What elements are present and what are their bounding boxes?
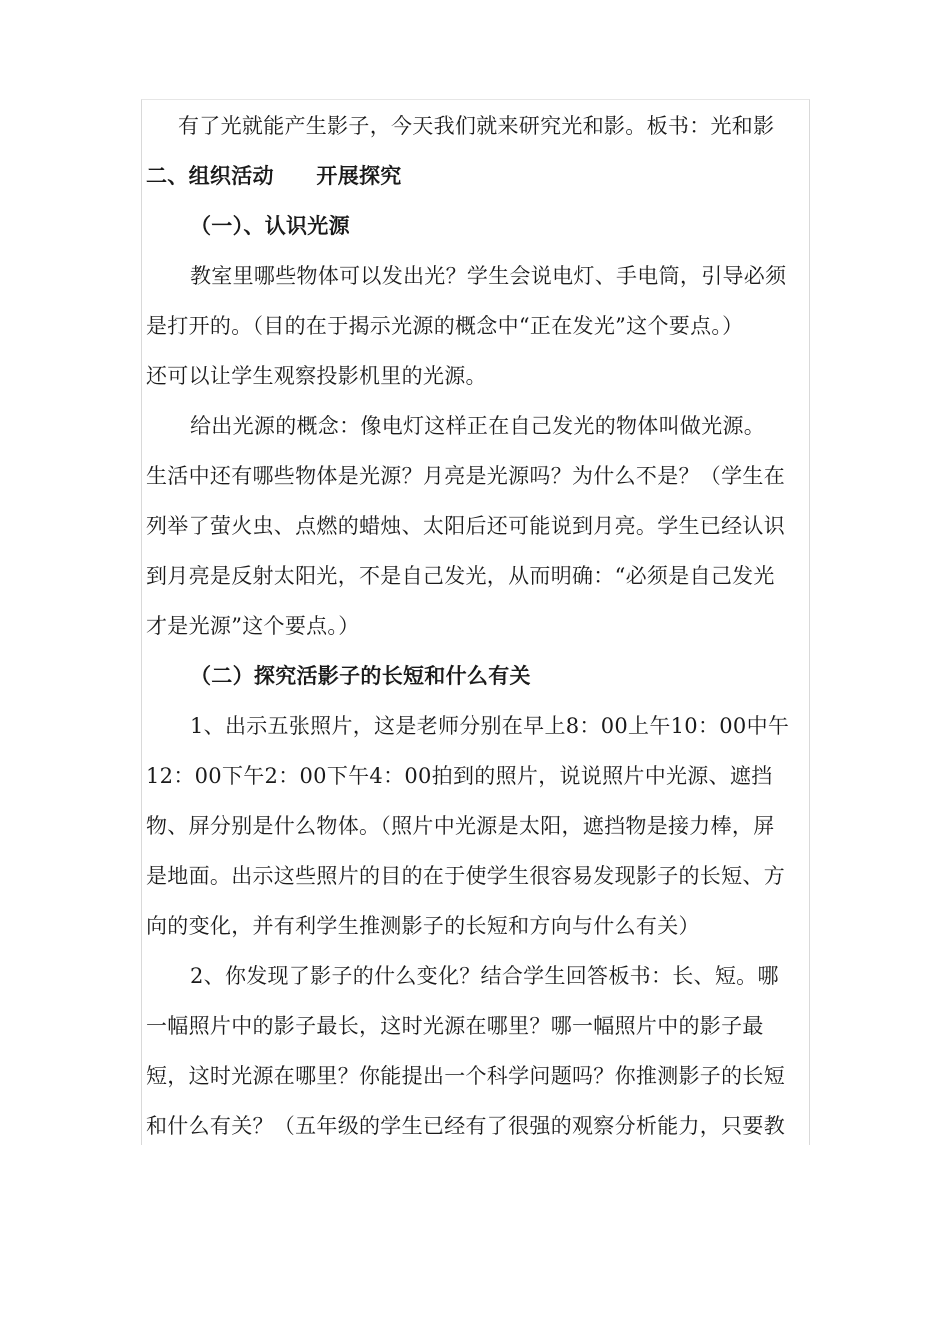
paragraph-line: 是地面。出示这些照片的目的在于使学生很容易发现影子的长短、方: [146, 864, 785, 888]
paragraph-line: 还可以让学生观察投影机里的光源。: [146, 364, 487, 388]
paragraph-line: 生活中还有哪些物体是光源？月亮是光源吗？为什么不是？（学生在: [146, 464, 785, 488]
paragraph-line: 到月亮是反射太阳光，不是自己发光，从而明确：“必须是自己发光: [146, 564, 775, 588]
paragraph-line: 是打开的。（目的在于揭示光源的概念中“正在发光”这个要点。）: [146, 314, 744, 338]
subsection-heading-1: （一）、认识光源: [190, 213, 350, 238]
paragraph-line: 一幅照片中的影子最长，这时光源在哪里？哪一幅照片中的影子最: [146, 1014, 764, 1038]
paragraph-line: 和什么有关？（五年级的学生已经有了很强的观察分析能力，只要教: [146, 1114, 785, 1138]
paragraph-line: 才是光源”这个要点。）: [146, 614, 360, 638]
paragraph-line: 12：00下午2：00下午4：00拍到的照片，说说照片中光源、遮挡: [146, 764, 773, 788]
paragraph-line: 教室里哪些物体可以发出光？学生会说电灯、手电筒，引导必须: [190, 264, 787, 288]
document-body: [146, 101, 810, 1151]
paragraph-line: 2、你发现了影子的什么变化？结合学生回答板书：长、短。哪: [190, 964, 779, 988]
paragraph-line: 短，这时光源在哪里？你能提出一个科学问题吗？你推测影子的长短: [146, 1064, 785, 1088]
section-heading-2: 二、组织活动 开展探究: [146, 163, 402, 188]
paragraph-line: 向的变化，并有利学生推测影子的长短和方向与什么有关）: [146, 914, 700, 938]
paragraph-line: 给出光源的概念：像电灯这样正在自己发光的物体叫做光源。: [190, 414, 766, 438]
paragraph-line: 1、出示五张照片，这是老师分别在早上8：00上午10：00中午: [190, 714, 790, 738]
subsection-heading-2: （二）探究活影子的长短和什么有关: [190, 663, 531, 688]
paragraph-line: 列举了萤火虫、点燃的蜡烛、太阳后还可能说到月亮。学生已经认识: [146, 514, 785, 538]
paragraph-line: 物、屏分别是什么物体。（照片中光源是太阳，遮挡物是接力棒，屏: [146, 814, 775, 838]
intro-paragraph-line: 有了光就能产生影子，今天我们就来研究光和影。板书：光和影: [178, 114, 775, 138]
